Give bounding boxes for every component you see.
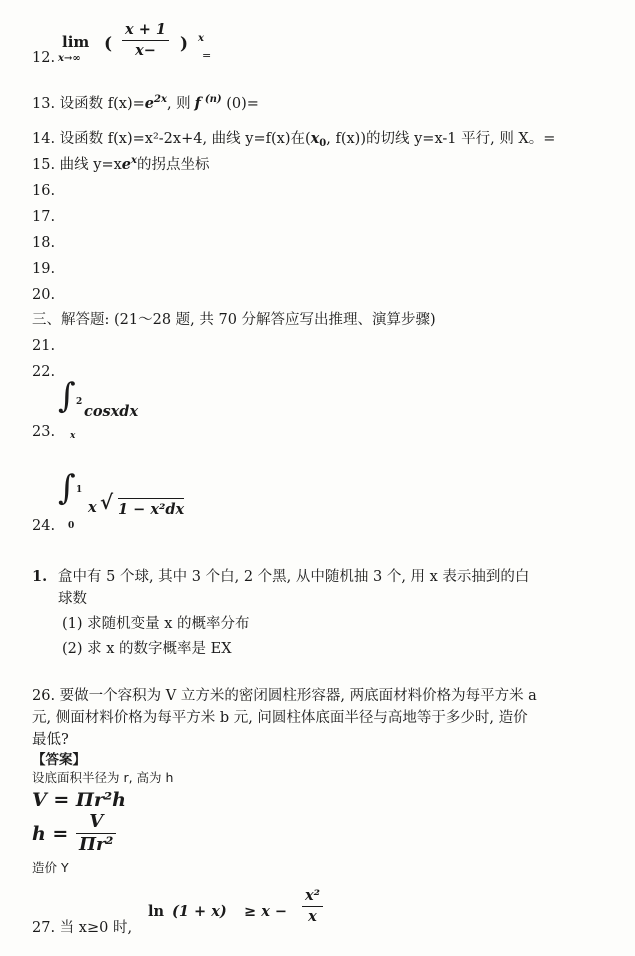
blank-question: 18. (32, 235, 56, 251)
question-text: (0)= (221, 96, 259, 112)
question-text: 的拐点坐标 (137, 157, 210, 173)
integral-sign: ∫ (58, 468, 76, 508)
upper-limit: 2 (76, 397, 83, 407)
fraction (122, 20, 169, 61)
math-x: x (88, 499, 97, 516)
equals-sign: = (202, 49, 212, 62)
math-f: f (194, 95, 201, 112)
math-x: x (310, 130, 320, 147)
question-text: 元, 侧面材料价格为每平方米 b 元, 问圆柱体底面半径与高地等于多少时, 造价 (32, 710, 528, 726)
question-number: 24. (32, 518, 56, 534)
blank-question: 21. (32, 338, 56, 354)
question-text: 14. 设函数 f(x)=x²-2x+4, 曲线 y=f(x)在( (32, 131, 311, 147)
upper-limit: 1 (76, 485, 83, 495)
answer-text: 造价 Y (32, 860, 69, 875)
fraction-denominator: x (308, 908, 317, 925)
equation-lhs: h = (32, 823, 69, 845)
exponent: x (131, 155, 137, 166)
blank-question: 22. (32, 364, 56, 380)
exponent: (n) (204, 94, 222, 105)
right-paren: ) (180, 34, 189, 54)
lower-limit: x (70, 431, 76, 441)
question-text: 球数 (58, 591, 87, 607)
height-equation (32, 813, 607, 855)
question-text: , 则 (166, 96, 191, 112)
sqrt-sign: √ (100, 490, 114, 514)
sub-question: (1) 求随机变量 x 的概率分布 (62, 616, 250, 632)
answer-text: 设底面积半径为 r, 高为 h (32, 770, 174, 785)
question-text: 最低? (32, 732, 69, 748)
ln-operator: ln (148, 903, 165, 920)
question-text: 27. 当 x≥0 时, (32, 920, 133, 936)
integrand: cosxdx (84, 403, 139, 420)
blank-question: 17. (32, 209, 56, 225)
question-text: 15. 曲线 y=x (32, 157, 122, 173)
question-number: 12. (32, 50, 56, 66)
exponent: 2x (154, 94, 167, 105)
blank-question: 16. (32, 183, 56, 199)
sub-question: (2) 求 x 的数字概率是 EX (62, 641, 232, 657)
subscript: 0 (319, 138, 327, 149)
question-text: , f(x))的切线 y=x-1 平行, 则 X。= (326, 131, 556, 147)
question-26 (32, 685, 607, 877)
question-25 (32, 566, 607, 660)
question-13 (32, 94, 259, 116)
question-14 (32, 129, 555, 151)
radicand: 1 − x²dx (118, 498, 184, 520)
volume-equation: V = Πr²h (32, 789, 126, 811)
fraction-numerator: V (76, 811, 116, 834)
answer-label: 【答案】 (32, 752, 86, 768)
integral-sign: ∫ (58, 376, 76, 416)
blank-question: 19. (32, 261, 56, 277)
left-paren: ( (104, 34, 113, 54)
lim-operator: lim (62, 33, 90, 51)
fraction-denominator: x− (135, 42, 156, 59)
fraction-numerator: x² (302, 886, 323, 907)
expression: ≥ x − (244, 903, 288, 920)
expression: (1 + x) (172, 903, 227, 920)
question-15 (32, 155, 210, 177)
blank-question: 20. (32, 287, 56, 303)
question-line (32, 566, 607, 588)
fraction (76, 811, 116, 856)
lim-subscript: x→∞ (58, 53, 81, 64)
fraction (302, 886, 323, 927)
lower-limit: 0 (68, 521, 75, 531)
section-heading: 三、解答题: (21～28 题, 共 70 分解答应写出推理、演算步骤) (32, 312, 436, 328)
fraction-numerator: x + 1 (122, 20, 169, 41)
question-text: 26. 要做一个容积为 V 立方米的密闭圆柱形容器, 两底面材料价格为每平方米 a (32, 688, 537, 704)
question-text: 13. 设函数 f(x)= (32, 96, 145, 112)
math-e: e (144, 95, 155, 112)
fraction-denominator: Πr² (79, 834, 114, 855)
math-e: e (121, 156, 132, 173)
question-text: 盒中有 5 个球, 其中 3 个白, 2 个黑, 从中随机抽 3 个, 用 x 表示抽到的白 (58, 569, 530, 585)
exponent: x (198, 33, 204, 44)
question-number: 1. (32, 568, 48, 585)
question-number: 23. (32, 424, 56, 440)
